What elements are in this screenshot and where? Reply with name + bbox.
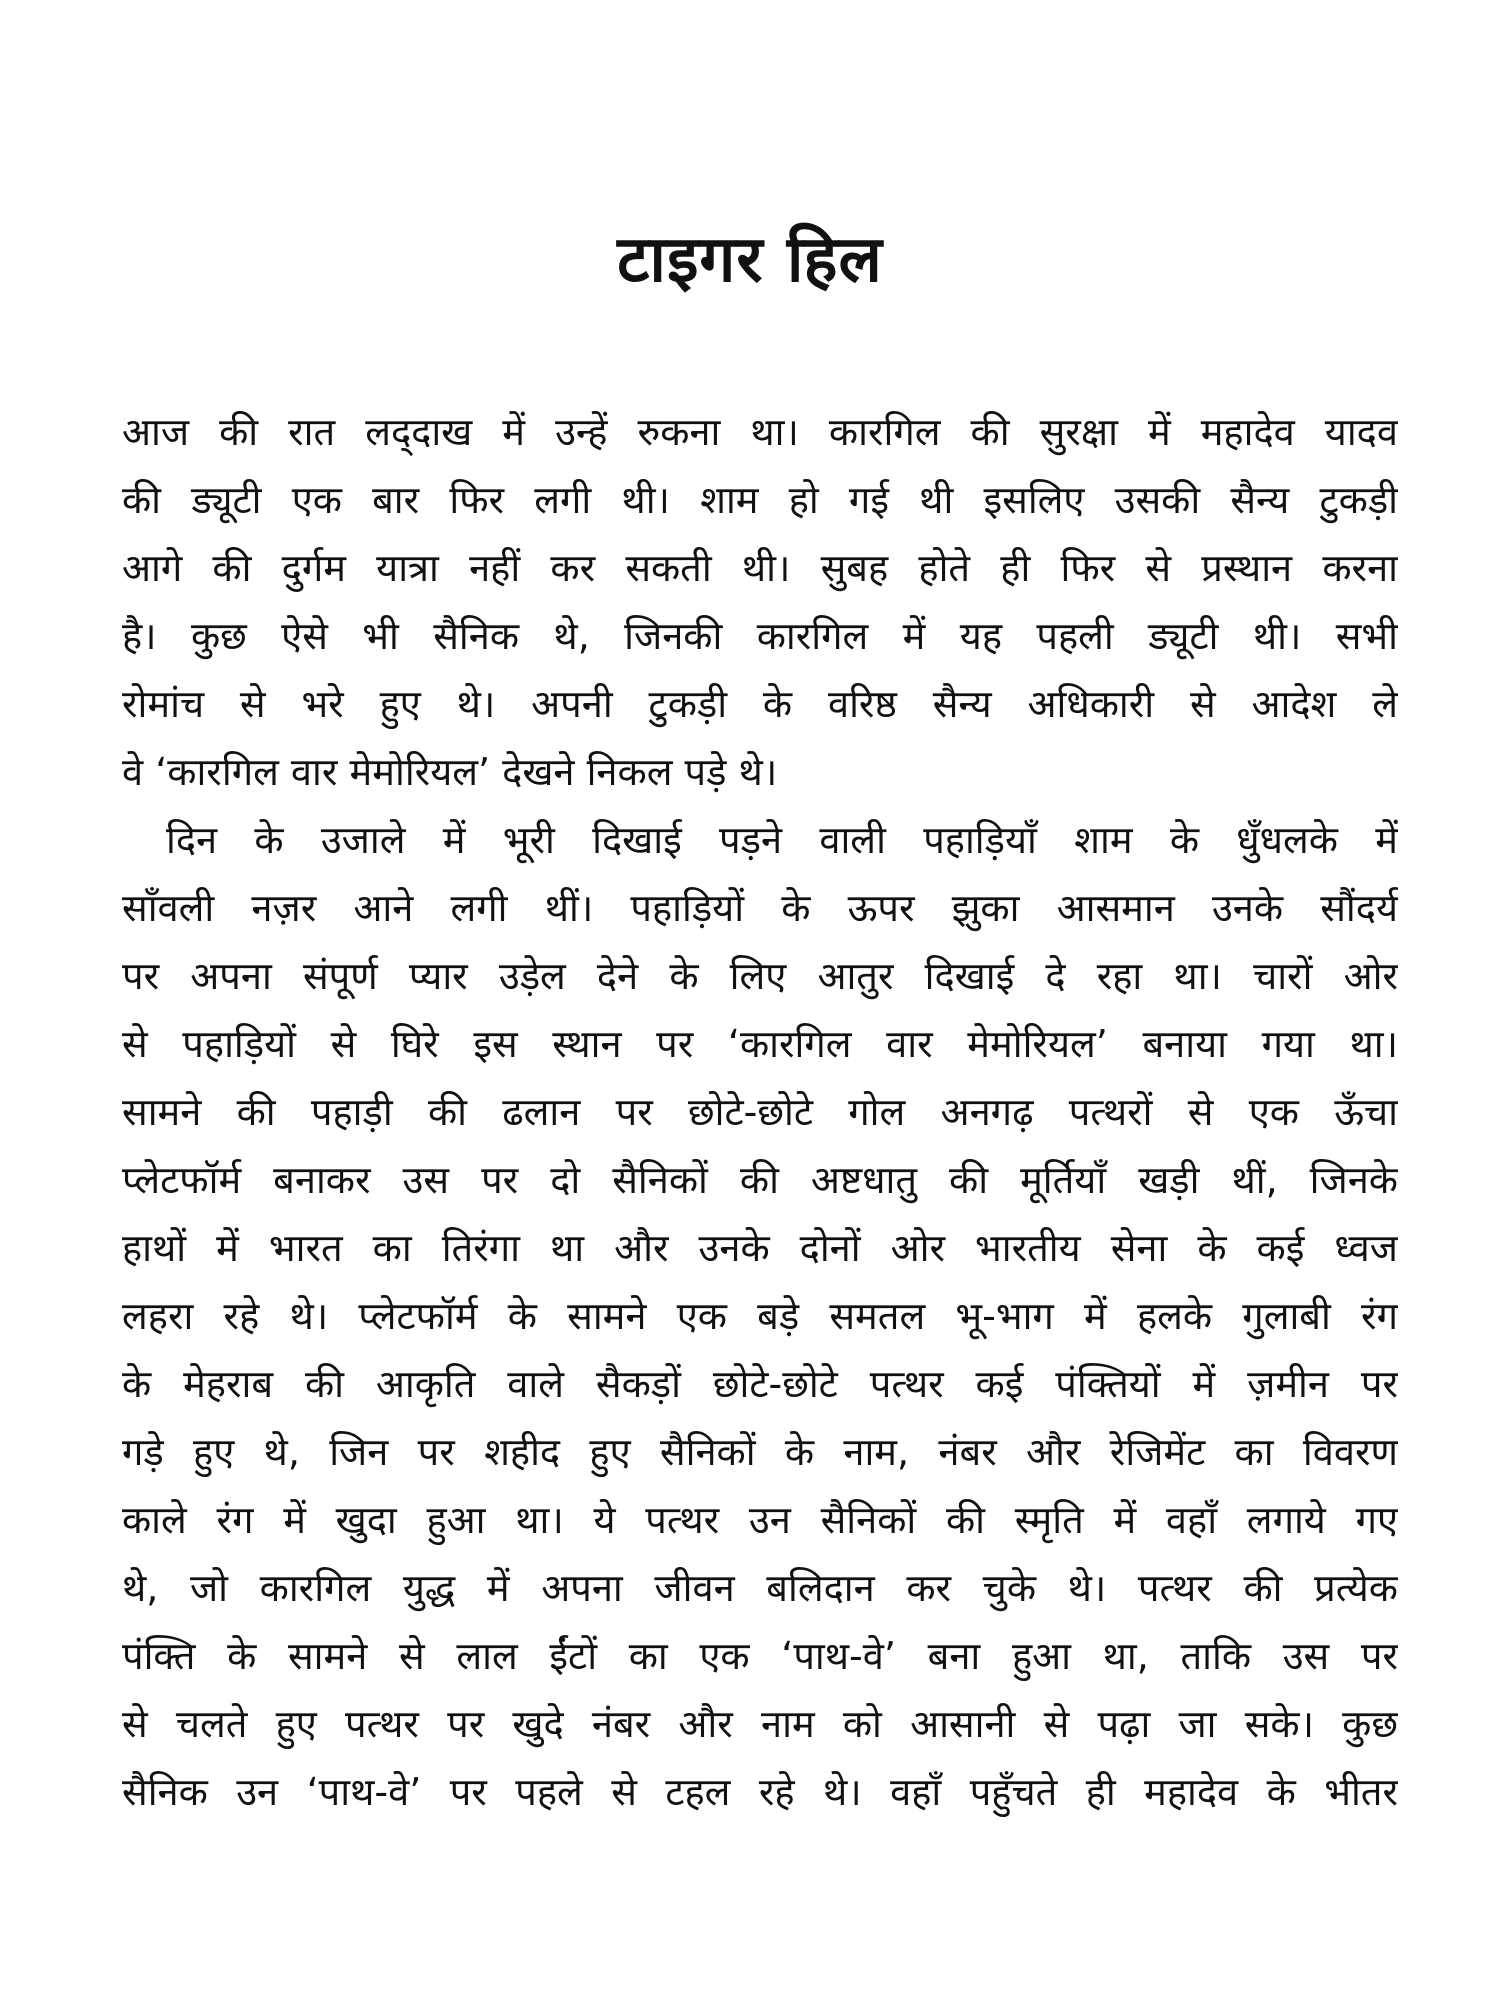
text-line: लहरा रहे थे। प्लेटफॉर्म के सामने एक बड़े समतल भू-भाग में हलके गुलाबी रंग (122, 1294, 1398, 1338)
chapter-body (122, 398, 1398, 1826)
text-line: है। कुछ ऐसे भी सैनिक थे, जिनकी कारगिल में यह पहली ड्यूटी थी। सभी (122, 614, 1398, 658)
text-line: सामने की पहाड़ी की ढलान पर छोटे-छोटे गोल अनगढ़ पत्थरों से एक ऊँचा (122, 1090, 1398, 1134)
text-line: थे, जो कारगिल युद्ध में अपना जीवन बलिदान कर चुके थे। पत्थर की प्रत्येक (122, 1566, 1398, 1610)
text-line: से पहाड़ियों से घिरे इस स्थान पर ‘कारगिल वार मेमोरियल’ बनाया गया था। (122, 1022, 1398, 1066)
text-line: सैनिक उन ‘पाथ-वे’ पर पहले से टहल रहे थे। वहाँ पहुँचते ही महादेव के भीतर (122, 1770, 1398, 1814)
text-line: साँवली नज़र आने लगी थीं। पहाड़ियों के ऊपर झुका आसमान उनके सौंदर्य (122, 886, 1398, 930)
text-line: प्लेटफॉर्म बनाकर उस पर दो सैनिकों की अष्टधातु की मूर्तियाँ खड़ी थीं, जिनके (122, 1158, 1398, 1202)
text-line: आज की रात लद्‌दाख में उन्हें रुकना था। कारगिल की सुरक्षा में महादेव यादव (122, 410, 1398, 454)
paragraph-2 (122, 806, 1398, 1826)
paragraph-1 (122, 398, 1398, 806)
text-line: पंक्ति के सामने से लाल ईंटों का एक ‘पाथ-वे’ बना हुआ था, ताकि उस पर (122, 1634, 1398, 1678)
text-line: के मेहराब की आकृति वाले सैकड़ों छोटे-छोटे पत्थर कई पंक्तियों में ज़मीन पर (122, 1362, 1398, 1406)
text-line: रोमांच से भरे हुए थे। अपनी टुकड़ी के वरिष्ठ सैन्य अधिकारी से आदेश ले (122, 682, 1398, 726)
text-line: वे ‘कारगिल वार मेमोरियल’ देखने निकल पड़े थे। (122, 750, 778, 794)
text-line: की ड्यूटी एक बार फिर लगी थी। शाम हो गई थी इसलिए उसकी सैन्य टुकड़ी (122, 478, 1398, 522)
text-line: गड़े हुए थे, जिन पर शहीद हुए सैनिकों के नाम, नंबर और रेजिमेंट का विवरण (122, 1430, 1398, 1474)
text-line: पर अपना संपूर्ण प्यार उड़ेल देने के लिए आतुर दिखाई दे रहा था। चारों ओर (122, 954, 1398, 998)
text-line: हाथों में भारत का तिरंगा था और उनके दोनों ओर भारतीय सेना के कई ध्वज (122, 1226, 1398, 1270)
text-line: आगे की दुर्गम यात्रा नहीं कर सकती थी। सुबह होते ही फिर से प्रस्थान करना (122, 546, 1398, 590)
text-line: काले रंग में खुदा हुआ था। ये पत्थर उन सैनिकों की स्मृति में वहाँ लगाये गए (122, 1498, 1398, 1542)
chapter-title: टाइगर हिल (617, 223, 883, 297)
text-line: दिन के उजाले में भूरी दिखाई पड़ने वाली पहाड़ियाँ शाम के धुँधलके में (166, 818, 1398, 862)
text-line: से चलते हुए पत्थर पर खुदे नंबर और नाम को आसानी से पढ़ा जा सके। कुछ (122, 1702, 1398, 1746)
